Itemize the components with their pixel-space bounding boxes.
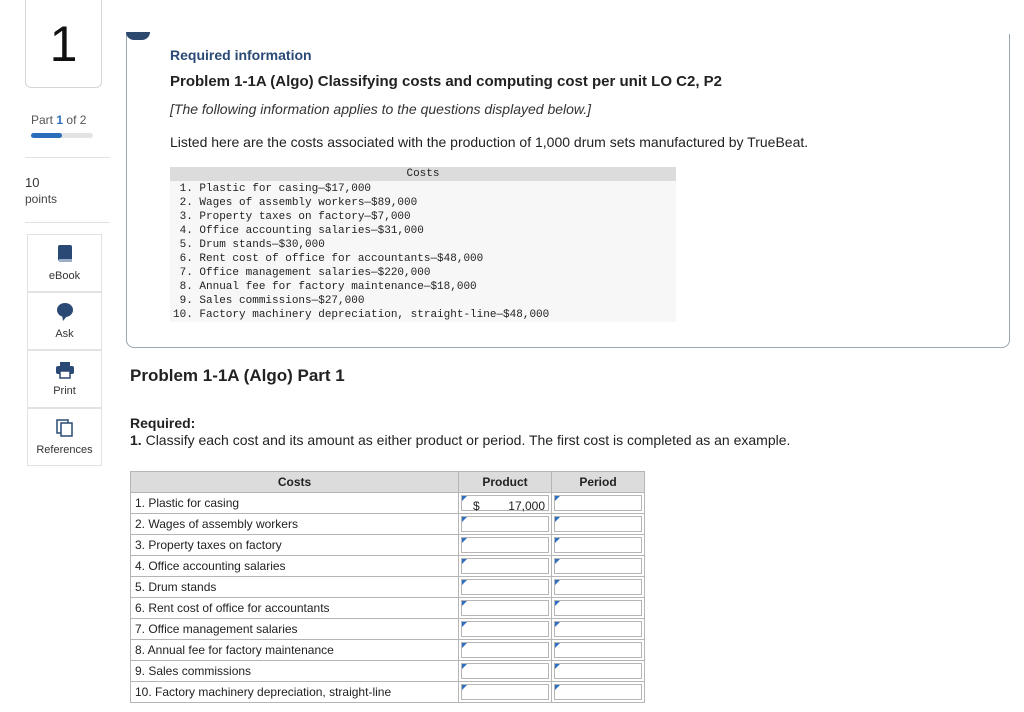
required-label: Required: [130, 415, 196, 431]
input-marker-icon [462, 601, 467, 606]
input-marker-icon [555, 643, 560, 648]
input-marker-icon [462, 622, 467, 627]
intro-text: Listed here are the costs associated with the production of 1,000 drum sets manufactured by TrueBeat. [170, 134, 809, 150]
part-current: 1 [56, 113, 64, 127]
product-cell[interactable] [459, 598, 552, 619]
period-input[interactable] [554, 621, 642, 637]
costs-list-item: 9. Sales commissions—$27,000 [173, 295, 365, 307]
costs-list-header: Costs [170, 167, 676, 181]
input-marker-icon [555, 622, 560, 627]
book-icon [56, 244, 74, 264]
product-cell[interactable] [459, 661, 552, 682]
input-marker-icon [555, 601, 560, 606]
input-marker-icon [462, 538, 467, 543]
print-label: Print [53, 385, 76, 397]
period-cell[interactable] [552, 619, 645, 640]
instruction-number: 1. [130, 432, 142, 448]
period-cell[interactable] [552, 661, 645, 682]
costs-list-item: 5. Drum stands—$30,000 [173, 239, 325, 251]
period-input[interactable] [554, 642, 642, 658]
input-marker-icon [555, 496, 560, 501]
references-label: References [36, 444, 93, 456]
ask-label: Ask [55, 328, 74, 340]
question-number: 1 [25, 0, 102, 88]
costs-list-item: 1. Plastic for casing—$17,000 [173, 183, 372, 195]
period-cell[interactable] [552, 682, 645, 703]
costs-list-item: 8. Annual fee for factory maintenance—$18,000 [173, 281, 477, 293]
cost-label: 8. Annual fee for factory maintenance [131, 640, 459, 661]
costs-list-item: 2. Wages of assembly workers—$89,000 [173, 197, 418, 209]
period-cell[interactable] [552, 514, 645, 535]
input-marker-icon [462, 580, 467, 585]
part-indicator [31, 113, 86, 127]
product-cell[interactable] [459, 535, 552, 556]
cost-label: 2. Wages of assembly workers [131, 514, 459, 535]
costs-list-item: 10. Factory machinery depreciation, straight-line—$48,000 [173, 309, 550, 321]
currency-symbol: $ [473, 499, 480, 513]
part-prefix: Part [31, 113, 54, 127]
input-marker-icon [462, 517, 467, 522]
ebook-label: eBook [48, 270, 81, 282]
product-cell[interactable] [459, 682, 552, 703]
table-row [131, 682, 645, 703]
costs-list-item: 3. Property taxes on factory—$7,000 [173, 211, 411, 223]
input-marker-icon [462, 559, 467, 564]
instruction [130, 432, 790, 448]
product-input[interactable] [461, 537, 549, 553]
product-input[interactable] [461, 642, 549, 658]
cost-label: 9. Sales commissions [131, 661, 459, 682]
chat-bubble-icon [56, 302, 74, 322]
cost-label: 6. Rent cost of office for accountants [131, 598, 459, 619]
points-label: points [25, 192, 58, 206]
input-marker-icon [462, 643, 467, 648]
rail-divider [25, 222, 110, 223]
period-input[interactable] [554, 537, 642, 553]
points-info [25, 174, 57, 208]
input-marker-icon [555, 580, 560, 585]
table-row [131, 619, 645, 640]
period-input[interactable] [554, 495, 642, 511]
costs-list [170, 181, 676, 322]
product-input[interactable] [461, 558, 549, 574]
product-header: Product [459, 472, 552, 493]
period-header: Period [552, 472, 645, 493]
instruction-text: Classify each cost and its amount as either product or period. The first cost is completed as an example. [141, 432, 791, 448]
product-input[interactable] [461, 495, 549, 511]
cost-label: 3. Property taxes on factory [131, 535, 459, 556]
period-input[interactable] [554, 558, 642, 574]
table-row [131, 535, 645, 556]
period-cell[interactable] [552, 577, 645, 598]
cost-label: 1. Plastic for casing [131, 493, 459, 514]
table-row [131, 598, 645, 619]
product-cell[interactable] [459, 493, 552, 514]
table-row [131, 577, 645, 598]
input-marker-icon [555, 664, 560, 669]
input-marker-icon [462, 685, 467, 690]
part-title: Problem 1-1A (Algo) Part 1 [130, 366, 345, 385]
product-input[interactable] [461, 663, 549, 679]
period-cell[interactable] [552, 556, 645, 577]
table-row [131, 493, 645, 514]
ebook-button[interactable] [27, 234, 102, 292]
problem-title: Problem 1-1A (Algo) Classifying costs and computing cost per unit LO C2, P2 [170, 73, 723, 90]
costs-header: Costs [131, 472, 459, 493]
period-input[interactable] [554, 663, 642, 679]
period-cell[interactable] [552, 535, 645, 556]
product-cell[interactable] [459, 556, 552, 577]
part-of: of 2 [66, 113, 87, 127]
table-row [131, 661, 645, 682]
cost-label: 5. Drum stands [131, 577, 459, 598]
cost-label: 4. Office accounting salaries [131, 556, 459, 577]
part-progress-fill [31, 133, 62, 138]
classification-table [130, 471, 645, 703]
points-value: 10 [25, 175, 40, 190]
product-value: 17,000 [508, 499, 545, 513]
product-cell[interactable] [459, 619, 552, 640]
references-icon [55, 418, 75, 438]
costs-list-item: 6. Rent cost of office for accountants—$48,000 [173, 253, 484, 265]
print-button[interactable] [27, 350, 102, 408]
input-marker-icon [555, 685, 560, 690]
period-input[interactable] [554, 684, 642, 700]
product-input[interactable] [461, 516, 549, 532]
table-row [131, 640, 645, 661]
required-information-heading: Required information [170, 47, 312, 63]
input-marker-icon [462, 496, 467, 501]
ask-button[interactable] [27, 292, 102, 350]
product-input[interactable] [461, 579, 549, 595]
period-input[interactable] [554, 579, 642, 595]
product-input[interactable] [461, 621, 549, 637]
part-progress-bar [31, 133, 93, 138]
references-button[interactable] [27, 408, 102, 466]
product-input[interactable] [461, 684, 549, 700]
rail-divider [25, 157, 110, 158]
product-cell[interactable] [459, 514, 552, 535]
input-marker-icon [555, 559, 560, 564]
period-cell[interactable] [552, 493, 645, 514]
period-input[interactable] [554, 516, 642, 532]
costs-list-box [170, 167, 676, 322]
input-marker-icon [462, 664, 467, 669]
printer-icon [55, 361, 75, 379]
following-note: [The following information applies to the questions displayed below.] [170, 101, 592, 117]
product-cell[interactable] [459, 577, 552, 598]
costs-list-item: 4. Office accounting salaries—$31,000 [173, 225, 424, 237]
input-marker-icon [555, 538, 560, 543]
table-row [131, 514, 645, 535]
period-input[interactable] [554, 600, 642, 616]
period-cell[interactable] [552, 640, 645, 661]
cost-label: 10. Factory machinery depreciation, straight-line [131, 682, 459, 703]
period-cell[interactable] [552, 598, 645, 619]
costs-list-item: 7. Office management salaries—$220,000 [173, 267, 431, 279]
cost-label: 7. Office management salaries [131, 619, 459, 640]
product-cell[interactable] [459, 640, 552, 661]
product-input[interactable] [461, 600, 549, 616]
input-marker-icon [555, 517, 560, 522]
table-row [131, 556, 645, 577]
